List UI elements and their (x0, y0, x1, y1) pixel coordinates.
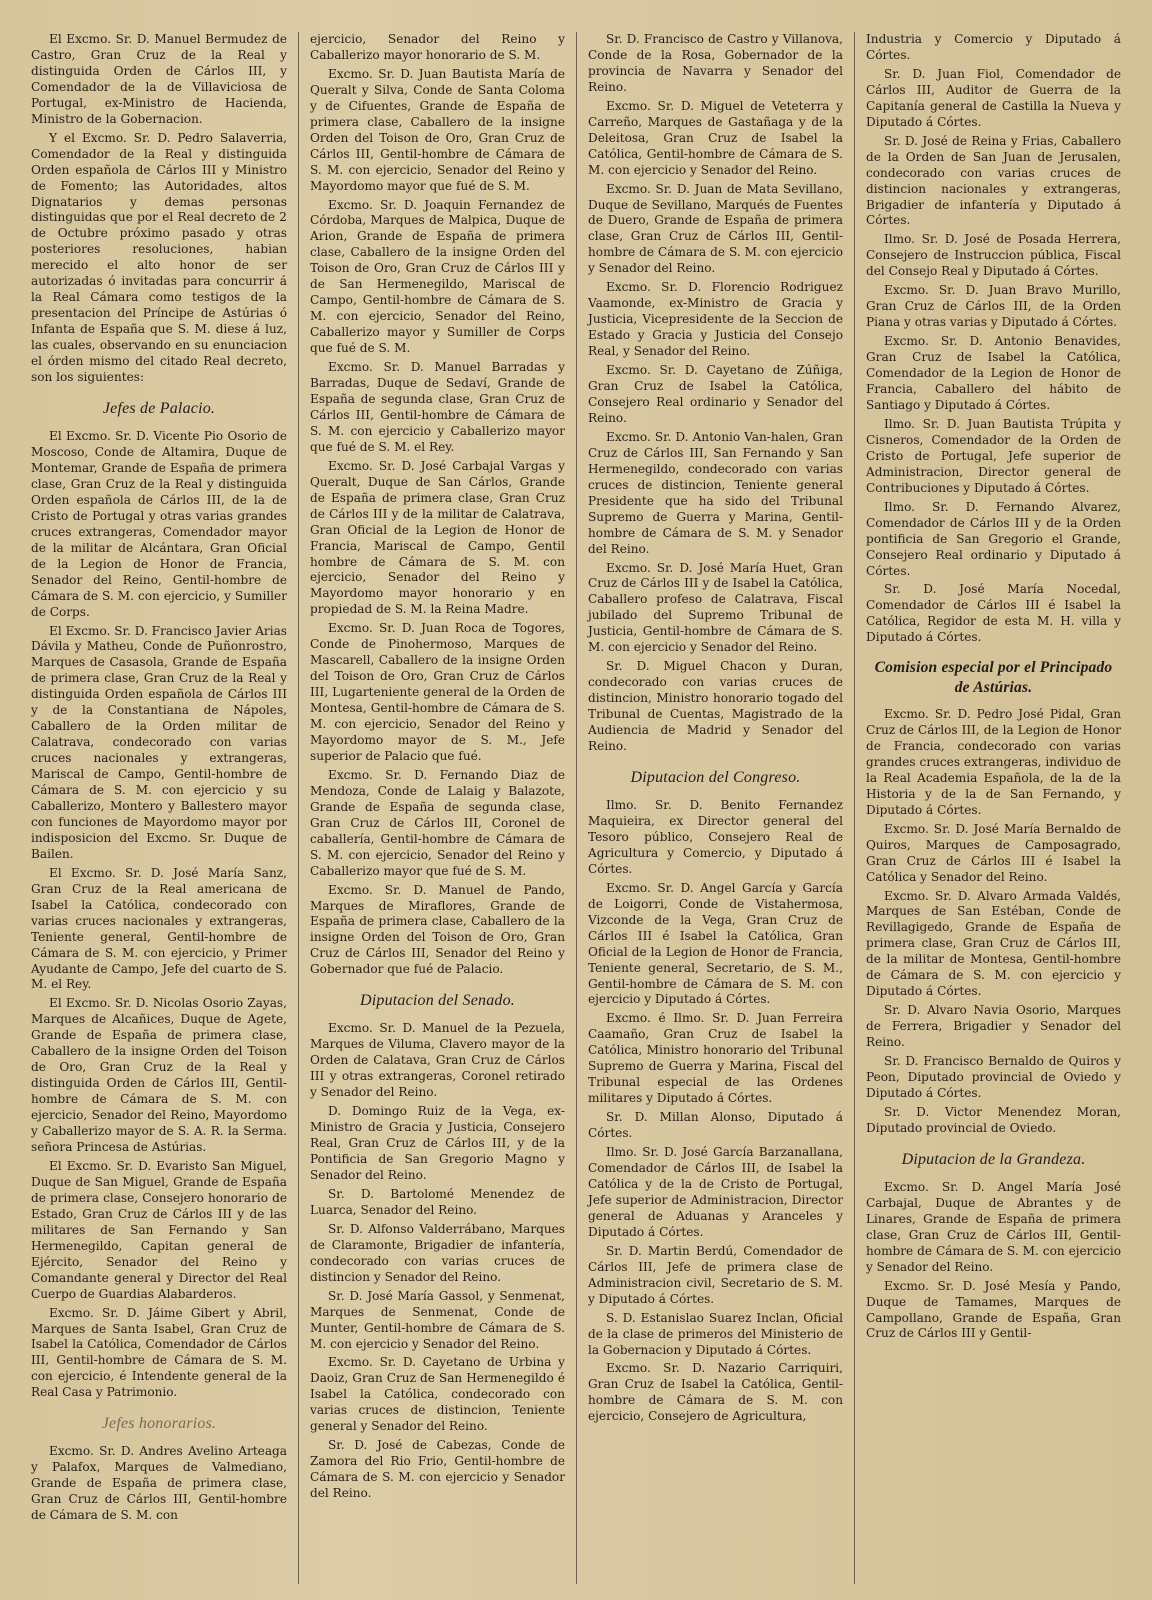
paragraph: Excmo. Sr. D. Cayetano de Zúñiga, Gran Cruz de Isabel la Católica, Consejero Real ordinario y Senador del Reino. (588, 363, 843, 425)
paragraph: El Excmo. Sr. D. José María Sanz, Gran Cruz de la Real americana de Isabel la Católica, condecorado con varias cruces nacionales y extrangeras, Teniente general, Gentil-hombre de Cámara de S. M. con ejercicio, y Primer Ayudante de Campo, Jefe del cuarto de S. M. el Rey. (31, 865, 287, 992)
paragraph: Sr. D. Victor Menendez Moran, Diputado provincial de Oviedo. (866, 1104, 1121, 1135)
paragraph: Ilmo. Sr. D. José de Posada Herrera, Consejero de Instruccion pública, Fiscal del Consejo Real y Diputado á Córtes. (866, 232, 1121, 279)
paragraph: Sr. D. Miguel Chacon y Duran, condecorado con varias cruces de distincion, Ministro honorario togado del Tribunal de Cuentas, Magistrado de la Audiencia de Madrid y Senador del Reino. (588, 659, 843, 753)
section-heading-jefes-de-palacio: Jefes de Palacio. (102, 399, 216, 417)
paragraph: Excmo. Sr. D. Joaquin Fernandez de Córdoba, Marques de Malpica, Duque de Arion, Grande de España de primera clase, Caballero de la insigne Orden del Toison de Oro, Gran Cruz de Cárlos III y de San Hermenegildo, Mariscal de Campo, Gentil-hombre de Cámara de S. M. con ejercicio, Senador del Reino, Caballerizo mayor y Sumiller de Corps que fué de S. M. (310, 197, 565, 356)
text-columns (20, 32, 1132, 1584)
paragraph: Excmo. Sr. D. Andres Avelino Arteaga y Palafox, Marques de Valmediano, Grande de España de primera clase, Gran Cruz de Cárlos III, Gentil-hombre de Cámara de S. M. con (31, 1444, 287, 1523)
paragraph: Excmo. Sr. D. José María Bernaldo de Quiros, Marques de Camposagrado, Gran Cruz de Cárlos III é Isabel la Católica y Senador del Reino. (866, 821, 1121, 884)
paragraph: Sr. D. Alfonso Valderrábano, Marques de Claramonte, Brigadier de infantería, condecorado con varias cruces de distincion y Senador del Reino. (310, 1221, 565, 1284)
paragraph: Excmo. Sr. D. Nazario Carriquiri, Gran Cruz de Isabel la Católica, Gentil-hombre de Cámara de S. M. con ejercicio, Consejero de Agricultura, (588, 1361, 843, 1424)
paragraph: El Excmo. Sr. D. Evaristo San Miguel, Duque de San Miguel, Grande de España de primera clase, Consejero honorario de Estado, Gran Cruz de Cárlos III y de las militares de San Fernando y San Hermenegildo, Capitan general de Ejército, Senador del Reino y Comandante general y Director del Real Cuerpo de Guardias Alabarderos. (31, 1158, 287, 1301)
column-2 (298, 32, 576, 1584)
paragraph: Y el Excmo. Sr. D. Pedro Salaverria, Comendador de la Real y distinguida Orden española de Cárlos III y Ministro de Fomento; las Autoridades, altos Dignatarios y demas personas distinguidas que por el Real decreto de 2 de Octubre próximo pasado y otras posteriores resoluciones, habian merecido el alto honor de ser autorizadas ó invitadas para concurrir á la Real Cámara como testigos de la presentacion del Príncipe de Astúrias ó Infanta de España que S. M. diese á luz, las cuales, observando en su enunciacion el órden mismo del citado Real decreto, son los siguientes: (31, 130, 287, 385)
paragraph: Excmo. Sr. D. Florencio Rodriguez Vaamonde, ex-Ministro de Gracia y Justicia, Vicepresidente de la Seccion de Estado y Gracia y Justicia del Consejo Real, y Senador del Reino. (588, 280, 843, 359)
paragraph: Sr. D. Alvaro Navia Osorio, Marques de Ferrera, Brigadier y Senador del Reino. (866, 1003, 1121, 1050)
paragraph: Excmo. Sr. D. Miguel de Veteterra y Carreño, Marques de Gastañaga y de la Deleitosa, Gran Cruz de Isabel la Católica, Gentil-hombre de Cámara de S. M. con ejercicio y Senador del Reino. (588, 98, 843, 177)
paragraph: Excmo. Sr. D. José Mesía y Pando, Duque de Tamames, Marques de Campollano, Grande de España, Gran Cruz de Cárlos III y Gentil- (866, 1278, 1121, 1341)
paragraph: Sr. D. José de Reina y Frias, Caballero de la Orden de San Juan de Jerusalen, condecorado con varias cruces de distincion nacionales y extrangeras, Brigadier de infantería y Diputado á Córtes. (866, 133, 1121, 228)
paragraph: Excmo. Sr. D. Juan de Mata Sevillano, Duque de Sevillano, Marqués de Fuentes de Duero, Grande de España de primera clase, Gran Cruz de Cárlos III, Gentil-hombre de Cámara de S. M. con ejercicio y Senador del Reino. (588, 181, 843, 276)
paragraph: Industria y Comercio y Diputado á Córtes. (866, 32, 1121, 62)
paragraph: Sr. D. José María Nocedal, Comendador de Cárlos III é Isabel la Católica, Regidor de esta M. H. villa y Diputado á Córtes. (866, 582, 1121, 645)
paragraph: S. D. Estanislao Suarez Inclan, Oficial de la clase de primeros del Ministerio de la Gobernacion y Diputado á Córtes. (588, 1310, 843, 1357)
paragraph: Excmo. Sr. D. Juan Bravo Murillo, Gran Cruz de Cárlos III, de la Orden Piana y otras varias y Diputado á Córtes. (866, 283, 1121, 330)
paragraph: Excmo. Sr. D. Manuel Barradas y Barradas, Duque de Sedaví, Grande de España de segunda clase, Gran Cruz de Cárlos III, Gentil-hombre de Cámara de S. M. con ejercicio y Caballerizo mayor que fué de S. M. el Rey. (310, 360, 565, 454)
section-heading-comision-asturias: Comision especial por el Principado de Astúrias. (874, 659, 1113, 696)
paragraph: D. Domingo Ruiz de la Vega, ex-Ministro de Gracia y Justicia, Consejero Real, Gran Cruz de Cárlos III, y de la Pontificia de San Gregorio Magno y Senador del Reino. (310, 1104, 565, 1182)
paragraph: Sr. D. Martin Berdú, Comendador de Cárlos III, Jefe de primera clase de Administracion civil, Secretario de S. M. y Diputado á Córtes. (588, 1243, 843, 1306)
paragraph: Excmo. Sr. D. Pedro José Pidal, Gran Cruz de Cárlos III, de la Legion de Honor de Francia, condecorado con varias grandes cruces extrangeras, individuo de la Real Academia Española, de la de la Historia y de la de San Fernando, y Diputado á Córtes. (866, 707, 1121, 817)
column-4 (854, 32, 1132, 1584)
paragraph: Sr. D. José María Gassol, y Senmenat, Marques de Senmenat, Conde de Munter, Gentil-hombre de Cámara de S. M. con ejercicio y Senador del Reino. (310, 1288, 565, 1351)
paragraph: Excmo. Sr. D. Manuel de Pando, Marques de Miraflores, Grande de España de primera clase, Caballero de la insigne Orden del Toison de Oro, Gran Cruz de Cárlos III, Senador del Reino y Gobernador que fué de Palacio. (310, 882, 565, 977)
paragraph: Excmo. Sr. D. José María Huet, Gran Cruz de Cárlos III y de Isabel la Católica, Caballero profeso de Calatrava, Fiscal jubilado del Supremo Tribunal de Justicia, Gentil-hombre de Cámara de S. M. con ejercicio y Senador del Reino. (588, 560, 843, 655)
paragraph: Excmo. Sr. D. Cayetano de Urbina y Daoiz, Gran Cruz de San Hermenegildo é Isabel la Católica, condecorado con varias cruces de distincion, Teniente general y Senador del Reino. (310, 1355, 565, 1434)
section-heading-diputacion-senado: Diputacion del Senado. (359, 992, 516, 1010)
paragraph: El Excmo. Sr. D. Vicente Pio Osorio de Moscoso, Conde de Altamira, Duque de Montemar, Grande de España de primera clase, Gran Cruz de la Real y distinguida Orden española de Cárlos III, de la de Cristo de Portugal y otras varias grandes cruces extrangeras, Comendador mayor de la militar de Alcántara, Gran Oficial de la Legion de Honor de Francia, Senador del Reino, Gentil-hombre de Cámara de S. M. con ejercicio, y Sumiller de Corps. (31, 429, 287, 619)
paragraph: Excmo. Sr. D. Fernando Diaz de Mendoza, Conde de Lalaig y Balazote, Grande de España de segunda clase, Gran Cruz de Cárlos III, Coronel de caballería, Gentil-hombre de Cámara de S. M. con ejercicio, Senador del Reino y Caballerizo mayor que fué de S. M. (310, 767, 565, 878)
paragraph: Sr. D. Millan Alonso, Diputado á Córtes. (588, 1110, 843, 1141)
paragraph: El Excmo. Sr. D. Francisco Javier Arias Dávila y Matheu, Conde de Puñonrostro, Marques de Casasola, Grande de España de primera clase, Gran Cruz de la Real y distinguida Orden española de Cárlos III y de la Constantiana de Nápoles, Caballero de la Orden militar de Calatrava, condecorado con varias cruces nacionales y extrangeras, Mariscal de Campo, Gentil-hombre de Cámara de S. M. con ejercicio y su Caballerizo, Montero y Ballestero mayor con funciones de Mayordomo mayor por indisposicion del Excmo. Sr. Duque de Bailen. (31, 623, 287, 861)
section-heading-diputacion-congreso: Diputacion del Congreso. (630, 768, 801, 786)
paragraph: Excmo. Sr. D. Manuel de la Pezuela, Marques de Viluma, Clavero mayor de la Orden de Calatava, Gran Cruz de Cárlos III y otras extrangeras, Coronel retirado y Senador del Reino. (310, 1021, 565, 1100)
paragraph: Sr. D. Francisco de Castro y Villanova, Conde de la Rosa, Gobernador de la provincia de Navarra y Senador del Reino. (588, 32, 843, 94)
paragraph: Ilmo. Sr. D. Benito Fernandez Maquieira, ex Director general del Tesoro público, Consejero Real de Agricultura y Comercio, y Diputado á Córtes. (588, 798, 843, 876)
section-heading-jefes-honorarios: Jefes honorarios. (101, 1415, 217, 1433)
paragraph: Excmo. Sr. D. Angel García y García de Loigorri, Conde de Vistahermosa, Vizconde de la Vega, Gran Cruz de Cárlos III é Isabel la Católica, Gran Oficial de la Legion de Honor de Francia, Teniente general, Secretario, de S. M., Gentil-hombre de Cámara de S. M. con ejercicio y Diputado á Córtes. (588, 880, 843, 1007)
paragraph: Ilmo. Sr. D. José García Barzanallana, Comendador de Cárlos III, de Isabel la Católica y de la de Cristo de Portugal, Jefe superior de Administracion, Director general de Aduanas y Aranceles y Diputado á Córtes. (588, 1145, 843, 1239)
paragraph: Excmo. Sr. D. Angel María José Carbajal, Duque de Abrantes y de Linares, Grande de España de primera clase, Gran Cruz de Cárlos III, Gentil-hombre de Cámara de S. M. con ejercicio y Senador del Reino. (866, 1179, 1121, 1274)
paragraph: Excmo. Sr. D. Jáime Gibert y Abril, Marques de Santa Isabel, Gran Cruz de Isabel la Católica, Comendador de Cárlos III, Gentil-hombre de Cámara de S. M. con ejercicio, é Intendente general de la Real Casa y Patrimonio. (31, 1305, 287, 1400)
paragraph: Excmo. Sr. D. Alvaro Armada Valdés, Marques de San Estéban, Conde de Revillagigedo, Grande de España de primera clase, Gran Cruz de Cárlos III, de la militar de Montesa, Gentil-hombre de Cámara de S. M. con ejercicio y Diputado á Córtes. (866, 888, 1121, 999)
paragraph: Ilmo. Sr. D. Fernando Alvarez, Comendador de Cárlos III y de la Orden pontificia de San Gregorio el Grande, Consejero Real ordinario y Diputado á Córtes. (866, 499, 1121, 578)
paragraph: Excmo. Sr. D. Juan Bautista María de Queralt y Silva, Conde de Santa Coloma y de Cifuentes, Grande de España de primera clase, Caballero de la insigne Orden del Toison de Oro, Gran Cruz de Cárlos III, Gentil-hombre de Cámara de S. M. con ejercicio, Senador del Reino y Mayordomo mayor que fué de S. M. (310, 66, 565, 193)
paragraph: Sr. D. José de Cabezas, Conde de Zamora del Rio Frio, Gentil-hombre de Cámara de S. M. con ejercicio y Senador del Reino. (310, 1438, 565, 1501)
paragraph: ejercicio, Senador del Reino y Caballerizo mayor honorario de S. M. (310, 32, 565, 62)
paragraph: Sr. D. Francisco Bernaldo de Quiros y Peon, Diputado provincial de Oviedo y Diputado á Córtes. (866, 1054, 1121, 1100)
column-1 (20, 32, 298, 1584)
paragraph: Sr. D. Bartolomé Menendez de Luarca, Senador del Reino. (310, 1186, 565, 1217)
section-heading-diputacion-grandeza: Diputacion de la Grandeza. (901, 1150, 1086, 1168)
paragraph: Excmo. Sr. D. Antonio Van-halen, Gran Cruz de Cárlos III, San Fernando y San Hermenegildo, condecorado con varias cruces de distincion, Teniente general Presidente que ha sido del Tribunal Supremo de Guerra y Marina, Gentil-hombre de Cámara de S. M. y Senador del Reino. (588, 429, 843, 556)
column-3 (576, 32, 854, 1584)
paragraph: Ilmo. Sr. D. Juan Bautista Trúpita y Cisneros, Comendador de la Orden de Cristo de Portugal, Jefe superior de Administracion, Director general de Contribuciones y Diputado á Córtes. (866, 416, 1121, 495)
paragraph: Excmo. é Ilmo. Sr. D. Juan Ferreira Caamaño, Gran Cruz de Isabel la Católica, Ministro honorario del Tribunal Supremo de Guerra y Marina, Fiscal del Tribunal especial de las Ordenes militares y Diputado á Córtes. (588, 1011, 843, 1106)
paragraph: El Excmo. Sr. D. Nicolas Osorio Zayas, Marques de Alcañices, Duque de Agete, Grande de España de primera clase, Caballero de la insigne Orden del Toison de Oro, Gran Cruz de la Real y distinguida Orden de Cárlos III, Gentil-hombre de Cámara de S. M. con ejercicio, Senador del Reino, Mayordomo y Caballerizo mayor de S. A. R. la Serma. señora Princesa de Astúrias. (31, 996, 287, 1155)
paragraph: Excmo. Sr. D. Juan Roca de Togores, Conde de Pinohermoso, Marques de Mascarell, Caballero de la insigne Orden del Toison de Oro, Gran Cruz de Cárlos III, Lugarteniente general de la Orden de Montesa, Gentil-hombre de Cámara de S. M. con ejercicio, Senador del Reino y Mayordomo mayor de S. M., Jefe superior de Palacio que fué. (310, 621, 565, 763)
paragraph: Excmo. Sr. D. Antonio Benavides, Gran Cruz de Isabel la Católica, Comendador de la Legion de Honor de Francia, Caballero del hábito de Santiago y Diputado á Córtes. (866, 334, 1121, 412)
paragraph: El Excmo. Sr. D. Manuel Bermudez de Castro, Gran Cruz de la Real y distinguida Orden de Cárlos III, y Comendador de la de Villaviciosa de Portugal, ex-Ministro de Hacienda, Ministro de la Gobernacion. (31, 32, 287, 126)
paragraph: Sr. D. Juan Fiol, Comendador de Cárlos III, Auditor de Guerra de la Capitanía general de Castilla la Nueva y Diputado á Córtes. (866, 66, 1121, 129)
paragraph: Excmo. Sr. D. José Carbajal Vargas y Queralt, Duque de San Cárlos, Grande de España de primera clase, Gran Cruz de Cárlos III y de la militar de Calatrava, Gran Oficial de la Legion de Honor de Francia, Mariscal de Campo, Gentil hombre de Cámara de S. M. con ejercicio, Senador del Reino y Mayordomo mayor honorario y en propiedad de S. M. la Reina Madre. (310, 458, 565, 617)
